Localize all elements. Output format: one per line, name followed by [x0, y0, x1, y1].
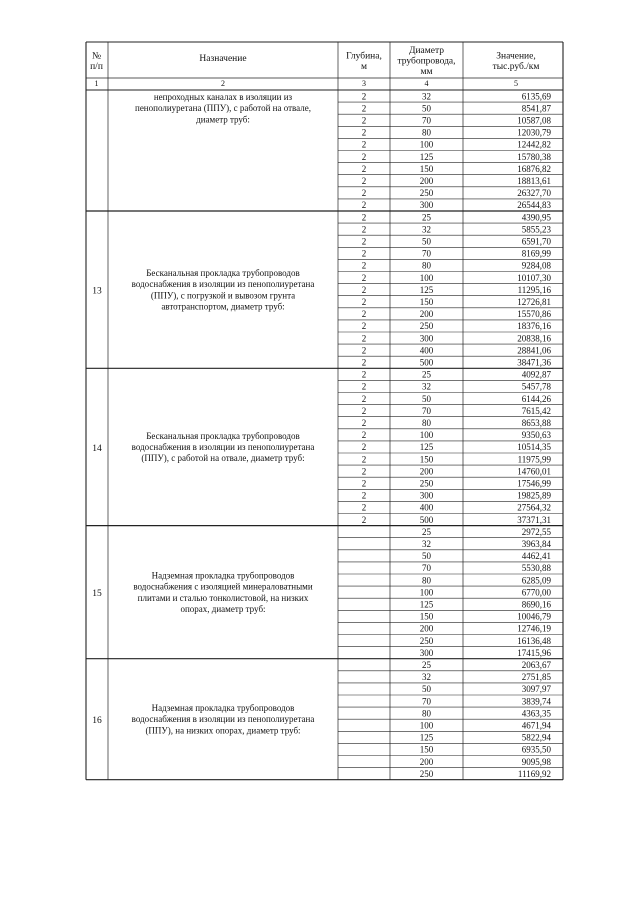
- description-line: водоснабжения в изоляции из пенополиуретана: [131, 714, 315, 725]
- diameter-cell: 300: [419, 200, 434, 211]
- value-cell: 19825,89: [517, 490, 551, 501]
- depth-cell: 2: [361, 236, 367, 247]
- description-line: диаметр труб:: [196, 114, 250, 125]
- description-line: опорах, диаметр труб:: [180, 603, 266, 614]
- diameter-cell: 25: [422, 369, 431, 380]
- description-line: Бесканальная прокладка трубопроводов: [146, 267, 300, 278]
- colnum-2: 2: [221, 79, 225, 88]
- depth-cell: 2: [361, 272, 367, 283]
- depth-cell: 2: [361, 297, 367, 307]
- diameter-cell: 150: [419, 297, 434, 307]
- value-cell: 10587,08: [517, 115, 551, 126]
- value-cell: 8653,88: [521, 418, 551, 428]
- value-cell: 17415,96: [517, 647, 551, 658]
- depth-cell: 2: [361, 260, 367, 271]
- diameter-cell: 150: [419, 744, 434, 755]
- diameter-cell: 70: [422, 563, 431, 574]
- value-cell: 2751,85: [521, 672, 551, 683]
- depth-cell: 2: [361, 478, 367, 489]
- diameter-cell: 125: [419, 442, 434, 453]
- value-cell: 2063,67: [521, 660, 551, 670]
- diameter-cell: 80: [422, 418, 431, 428]
- depth-cell: 2: [361, 333, 367, 344]
- value-cell: 9284,08: [521, 260, 551, 271]
- diameter-cell: 25: [422, 526, 431, 537]
- colnum-1: 1: [94, 79, 99, 88]
- value-cell: 26544,83: [517, 200, 551, 211]
- value-cell: 3839,74: [521, 696, 551, 707]
- diameter-cell: 50: [422, 393, 431, 404]
- group-number: 16: [92, 716, 102, 727]
- diameter-cell: 250: [419, 635, 434, 646]
- diameter-cell: 200: [419, 623, 434, 634]
- value-cell: 6285,09: [521, 575, 551, 586]
- value-cell: 4092,87: [521, 369, 551, 380]
- depth-cell: 2: [361, 176, 367, 186]
- diameter-cell: 100: [419, 720, 434, 731]
- value-cell: 5822,94: [521, 732, 551, 743]
- depth-cell: 2: [361, 454, 367, 465]
- value-cell: 11295,16: [517, 284, 551, 295]
- diameter-cell: 50: [422, 236, 431, 247]
- diameter-cell: 300: [419, 647, 434, 658]
- value-cell: 6144,26: [521, 393, 551, 404]
- diameter-cell: 200: [419, 466, 434, 477]
- depth-cell: 2: [361, 466, 367, 477]
- group-number: 13: [92, 286, 102, 297]
- depth-cell: 2: [361, 188, 367, 199]
- diameter-cell: 125: [419, 599, 434, 610]
- diameter-cell: 70: [422, 696, 431, 707]
- value-cell: 5530,88: [521, 563, 551, 574]
- diameter-cell: 250: [419, 478, 434, 489]
- value-cell: 37371,31: [517, 514, 551, 525]
- diameter-cell: 32: [422, 91, 431, 102]
- depth-cell: 2: [361, 224, 367, 235]
- depth-cell: 2: [361, 115, 367, 126]
- description-line: (ППУ), с погрузкой и вывозом грунта: [150, 290, 296, 301]
- value-cell: 8169,99: [521, 248, 551, 259]
- diameter-cell: 125: [419, 151, 434, 162]
- depth-cell: 2: [361, 139, 367, 150]
- value-cell: 10046,79: [517, 611, 551, 622]
- diameter-cell: 200: [419, 176, 434, 186]
- value-cell: 15780,38: [517, 151, 551, 162]
- value-cell: 12726,81: [517, 297, 551, 307]
- description-line: непроходных каналах в изоляции из: [153, 92, 293, 102]
- header-diameter: Диаметр трубопровода, мм: [397, 46, 456, 77]
- diameter-cell: 150: [419, 163, 434, 174]
- depth-cell: 2: [361, 502, 367, 513]
- diameter-cell: 500: [419, 514, 434, 525]
- depth-cell: 2: [361, 151, 367, 162]
- diameter-cell: 70: [422, 248, 431, 259]
- value-cell: 4363,35: [521, 708, 551, 719]
- value-cell: 18813,61: [517, 176, 551, 186]
- diameter-cell: 250: [419, 321, 434, 332]
- diameter-cell: 500: [419, 357, 434, 368]
- value-cell: 2972,55: [521, 526, 551, 537]
- value-cell: 16136,48: [517, 635, 551, 646]
- value-cell: 10107,30: [517, 272, 551, 283]
- value-cell: 6135,69: [521, 91, 551, 102]
- depth-cell: 2: [361, 284, 367, 295]
- value-cell: 6935,50: [521, 744, 551, 755]
- value-cell: 18376,16: [517, 321, 551, 332]
- group-number: 14: [92, 443, 102, 454]
- value-cell: 8541,87: [521, 103, 551, 114]
- depth-cell: 2: [361, 91, 367, 102]
- description-line: пенополиуретана (ППУ), с работой на отвале,: [135, 103, 311, 114]
- value-cell: 10514,35: [517, 442, 551, 453]
- diameter-cell: 50: [422, 551, 431, 562]
- value-cell: 14760,01: [517, 466, 551, 477]
- depth-cell: 2: [361, 430, 367, 441]
- value-cell: 3963,84: [521, 539, 551, 549]
- value-cell: 16876,82: [517, 163, 551, 174]
- description-line: водоснабжения с изоляцией минераловатными: [133, 581, 313, 592]
- value-cell: 28841,06: [517, 345, 551, 356]
- value-cell: 4390,95: [521, 212, 551, 223]
- diameter-cell: 400: [419, 345, 434, 356]
- diameter-cell: 80: [422, 575, 431, 586]
- diameter-cell: 250: [419, 188, 434, 199]
- depth-cell: 2: [361, 345, 367, 356]
- colnum-5: 5: [514, 79, 518, 88]
- value-cell: 17546,99: [517, 478, 551, 489]
- description-line: плитами и сталью тонколистовой, на низких: [137, 592, 309, 603]
- depth-cell: 2: [361, 357, 367, 368]
- description-line: автотранспортом, диаметр труб:: [161, 301, 285, 312]
- description-line: водоснабжения в изоляции из пенополиуретана: [131, 279, 315, 290]
- value-cell: 6770,00: [521, 587, 551, 598]
- diameter-cell: 150: [419, 611, 434, 622]
- diameter-cell: 50: [422, 684, 431, 695]
- depth-cell: 2: [361, 200, 367, 211]
- depth-cell: 2: [361, 369, 367, 380]
- diameter-cell: 300: [419, 490, 434, 501]
- header-num: № п/п: [90, 51, 103, 72]
- value-cell: 4462,41: [521, 551, 551, 562]
- description-line: (ППУ), с работой на отвале, диаметр труб:: [141, 453, 305, 464]
- diameter-cell: 25: [422, 212, 431, 223]
- table-text: [90, 46, 551, 779]
- value-cell: 12746,19: [517, 623, 551, 634]
- value-cell: 26327,70: [517, 188, 551, 199]
- depth-cell: 2: [361, 418, 367, 428]
- diameter-cell: 150: [419, 454, 434, 465]
- header-depth: Глубина, м: [346, 51, 382, 72]
- value-cell: 12442,82: [517, 139, 551, 150]
- depth-cell: 2: [361, 212, 367, 223]
- depth-cell: 2: [361, 393, 367, 404]
- value-cell: 7615,42: [521, 405, 551, 416]
- diameter-cell: 32: [422, 672, 431, 683]
- diameter-cell: 125: [419, 284, 434, 295]
- depth-cell: 2: [361, 442, 367, 453]
- diameter-cell: 100: [419, 587, 434, 598]
- diameter-cell: 70: [422, 405, 431, 416]
- diameter-cell: 80: [422, 260, 431, 271]
- value-cell: 5457,78: [521, 381, 551, 392]
- depth-cell: 2: [361, 405, 367, 416]
- description-line: Надземная прокладка трубопроводов: [151, 703, 295, 713]
- depth-cell: 2: [361, 309, 367, 320]
- depth-cell: 2: [361, 490, 367, 501]
- value-cell: 15570,86: [517, 309, 551, 320]
- group-number: 15: [92, 589, 102, 600]
- description-line: (ППУ), на низких опорах, диаметр труб:: [145, 725, 301, 736]
- colnum-4: 4: [424, 79, 429, 88]
- diameter-cell: 300: [419, 333, 434, 344]
- depth-cell: 2: [361, 248, 367, 259]
- diameter-cell: 250: [419, 768, 434, 779]
- diameter-cell: 200: [419, 309, 434, 320]
- diameter-cell: 200: [419, 756, 434, 767]
- table-grid: [86, 42, 563, 780]
- diameter-cell: 80: [422, 127, 431, 138]
- header-value: Значение, тыс.руб./км: [492, 51, 540, 72]
- diameter-cell: 25: [422, 660, 431, 670]
- depth-cell: 2: [361, 163, 367, 174]
- diameter-cell: 50: [422, 103, 431, 114]
- diameter-cell: 400: [419, 502, 434, 513]
- value-cell: 20838,16: [517, 333, 551, 344]
- depth-cell: 2: [361, 514, 367, 525]
- diameter-cell: 32: [422, 539, 431, 549]
- diameter-cell: 80: [422, 708, 431, 719]
- header-name: Назначение: [199, 54, 247, 64]
- depth-cell: 2: [361, 321, 367, 332]
- value-cell: 27564,32: [517, 502, 551, 513]
- value-cell: 38471,36: [517, 357, 551, 368]
- description-line: Надземная прокладка трубопроводов: [151, 570, 295, 581]
- diameter-cell: 70: [422, 115, 431, 126]
- value-cell: 5855,23: [521, 224, 551, 235]
- depth-cell: 2: [361, 381, 367, 392]
- diameter-cell: 125: [419, 732, 434, 743]
- value-cell: 9095,98: [521, 756, 551, 767]
- colnum-3: 3: [362, 79, 366, 88]
- value-cell: 8690,16: [521, 599, 551, 610]
- description-line: водоснабжения в изоляции из пенополиуретана: [131, 441, 315, 452]
- value-cell: 6591,70: [521, 236, 551, 247]
- diameter-cell: 100: [419, 139, 434, 150]
- value-cell: 12030,79: [517, 127, 551, 138]
- value-cell: 9350,63: [521, 430, 551, 441]
- value-cell: 11169,92: [517, 768, 551, 779]
- value-cell: 4671,94: [521, 720, 551, 731]
- value-cell: 11975,99: [517, 454, 551, 465]
- diameter-cell: 100: [419, 430, 434, 441]
- diameter-cell: 32: [422, 224, 431, 235]
- description-line: Бесканальная прокладка трубопроводов: [146, 430, 300, 441]
- diameter-cell: 100: [419, 272, 434, 283]
- diameter-cell: 32: [422, 381, 431, 392]
- depth-cell: 2: [361, 103, 367, 114]
- depth-cell: 2: [361, 127, 367, 138]
- value-cell: 3097,97: [521, 684, 551, 695]
